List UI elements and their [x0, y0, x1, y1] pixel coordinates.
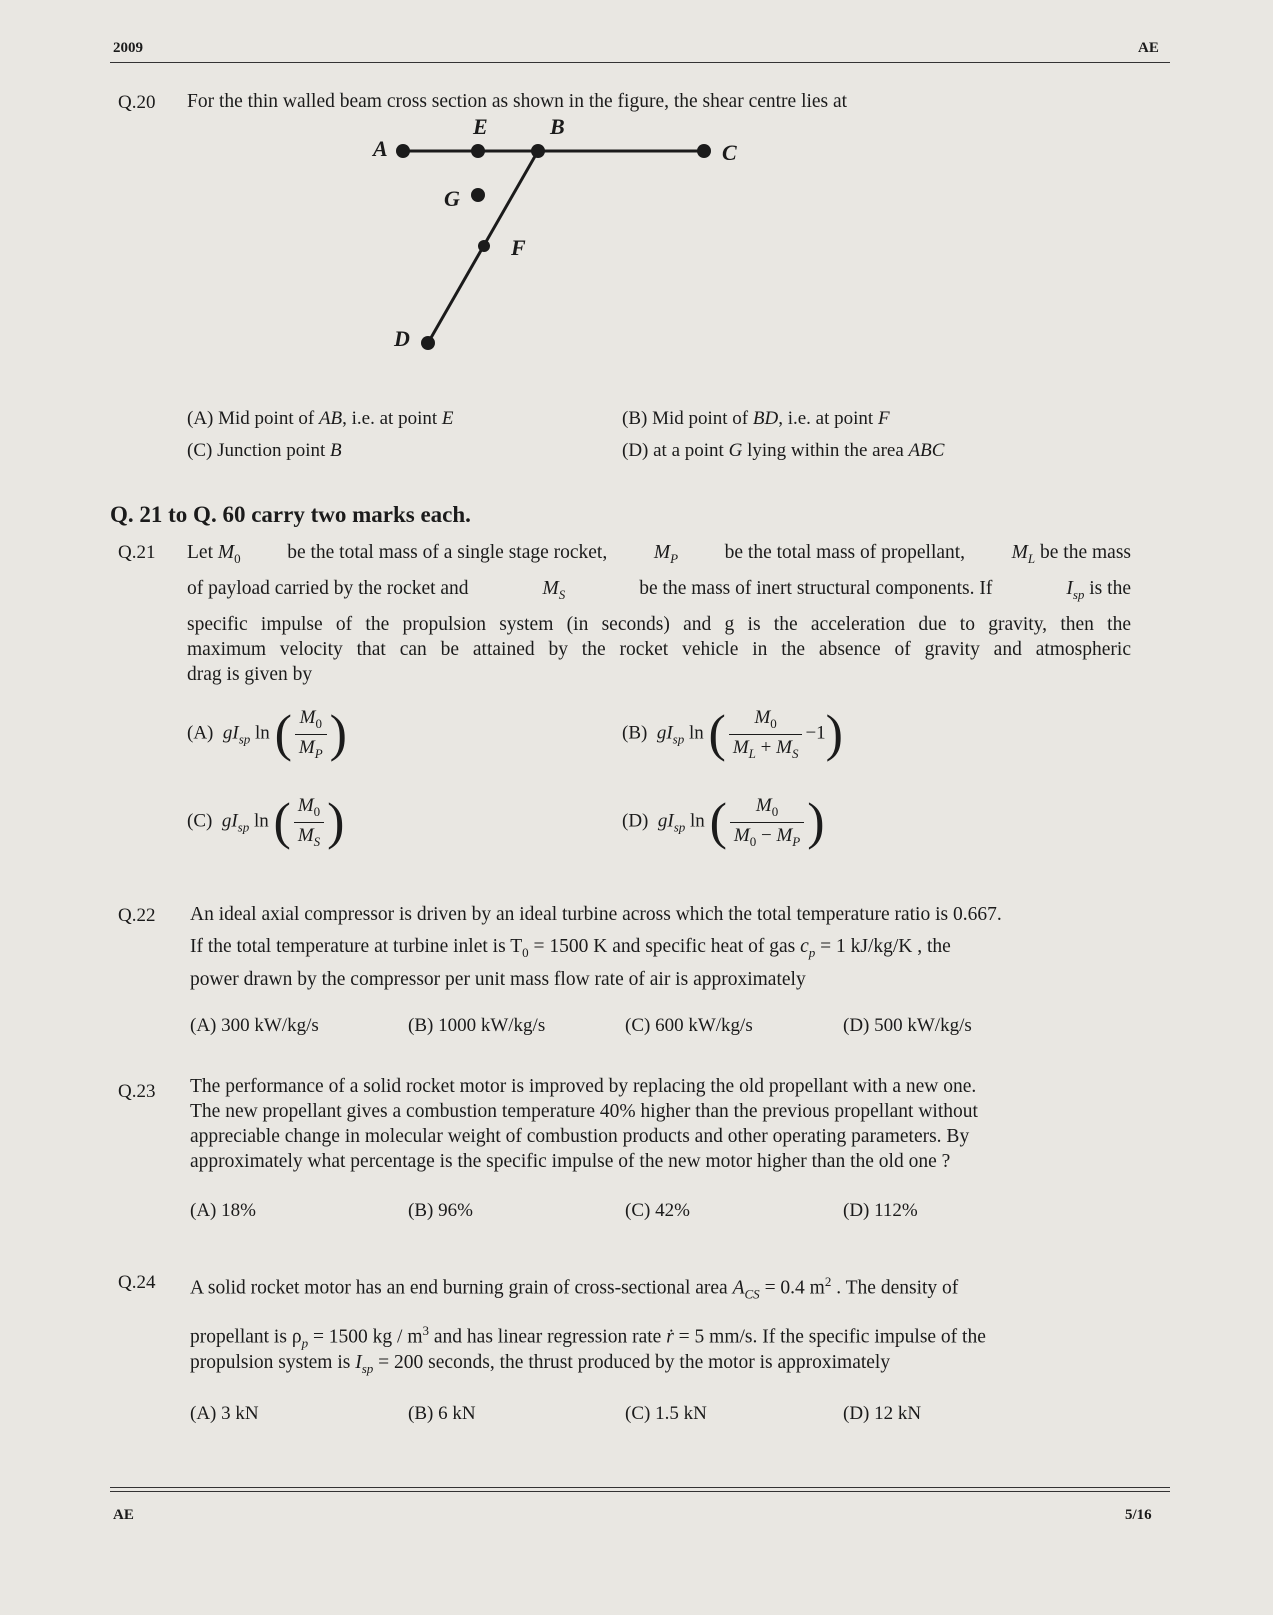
q24-line2: propellant is $\rho_p = 1500$ kg / $m^3$ and has linear regression rate ṙ = 5 mm/s. If the specific impulse of the: [190, 1323, 986, 1351]
point-f: [478, 240, 490, 252]
label-b: B: [550, 114, 565, 139]
q23-line4: approximately what percentage is the specific impulse of the new motor higher than the old one ?: [190, 1151, 951, 1172]
q23-option-d: (D) 112%: [843, 1200, 918, 1221]
q21-line2: of payload carried by the rocket and $M_S$ be the mass of inert structural components. If $I_{sp}$ is the: [187, 578, 1131, 602]
point-a: [396, 144, 410, 158]
q23-option-b: (B) 96%: [408, 1200, 473, 1221]
q21-line4: maximum velocity that can be attained by the rocket vehicle in the absence of gravity and atmospheric: [187, 639, 1131, 660]
footer-rule-top: [110, 1487, 1170, 1488]
point-g: [471, 188, 485, 202]
footer-rule-bottom: [110, 1491, 1170, 1492]
q23-line3: appreciable change in molecular weight of combustion products and other operating parameters. By: [190, 1126, 970, 1147]
q24-option-d: (D) 12 kN: [843, 1403, 922, 1424]
q20-text: For the thin walled beam cross section as shown in the figure, the shear centre lies at: [187, 91, 848, 112]
label-e: E: [473, 114, 488, 139]
page-number: 5/16: [1125, 1507, 1152, 1523]
q24-option-c: (C) 1.5 kN: [625, 1403, 707, 1424]
q23-line2: The new propellant gives a combustion temperature 40% higher than the previous propellant without: [190, 1101, 978, 1122]
q23-line1: The performance of a solid rocket motor is improved by replacing the old propellant with a new one.: [190, 1076, 977, 1097]
q22-line2: If the total temperature at turbine inlet is $T_0 = 1500$ K and specific heat of gas $c_p = 1$ kJ/kg/K , the: [190, 936, 951, 960]
header-code: AE: [1138, 40, 1159, 56]
q22-line3: power drawn by the compressor per unit mass flow rate of air is approximately: [190, 969, 806, 990]
label-g: G: [444, 186, 460, 211]
q24-line3: propulsion system is $I_{sp} = 200$ seconds, the thrust produced by the motor is approximately: [190, 1352, 891, 1376]
q21-option-d: (D) $gI_{sp}$ ln ( $\frac{M_0}{M_0 - M_P}$ ): [622, 793, 825, 851]
q20-option-b: (B) Mid point of BD, i.e. at point F: [622, 408, 890, 429]
q24-option-b: (B) 6 kN: [408, 1403, 476, 1424]
label-d: D: [394, 326, 410, 351]
q20-option-a: (A) Mid point of AB, i.e. at point E: [187, 408, 454, 429]
q24-line1: A solid rocket motor has an end burning grain of cross-sectional area $A_{CS} = 0.4$ $m^2$ . The density of: [190, 1274, 959, 1302]
q23-option-c: (C) 42%: [625, 1200, 690, 1221]
q22-option-d: (D) 500 kW/kg/s: [843, 1015, 972, 1036]
q24-number: Q.24: [118, 1272, 156, 1293]
shear-centre-figure: [360, 110, 760, 360]
q22-number: Q.22: [118, 905, 156, 926]
q22-line1: An ideal axial compressor is driven by an ideal turbine across which the total temperature ratio is 0.667.: [190, 904, 1002, 925]
header-rule: [110, 62, 1170, 63]
q21-option-b: (B) $gI_{sp}$ ln ( $\frac{M_0}{M_L + M_S}$ −1): [622, 705, 843, 763]
point-c: [697, 144, 711, 158]
q24-option-a: (A) 3 kN: [190, 1403, 259, 1424]
q20-option-c: (C) Junction point B: [187, 440, 342, 461]
q22-option-a: (A) 300 kW/kg/s: [190, 1015, 319, 1036]
label-f: F: [511, 235, 526, 260]
q23-option-a: (A) 18%: [190, 1200, 256, 1221]
point-e: [471, 144, 485, 158]
q21-line5: drag is given by: [187, 664, 313, 685]
q23-number: Q.23: [118, 1081, 156, 1102]
point-b: [531, 144, 545, 158]
q21-number: Q.21: [118, 542, 156, 563]
q20-number: Q.20: [118, 92, 156, 113]
q21-option-a: (A) $gI_{sp}$ ln ( $\frac{M_0}{M_P}$ ): [187, 705, 347, 763]
q22-option-b: (B) 1000 kW/kg/s: [408, 1015, 546, 1036]
q21-option-c: (C) $gI_{sp}$ ln ( $\frac{M_0}{M_S}$ ): [187, 793, 345, 851]
section-heading: Q. 21 to Q. 60 carry two marks each.: [110, 502, 471, 527]
label-a: A: [373, 136, 388, 161]
point-d: [421, 336, 435, 350]
footer-code: AE: [113, 1507, 134, 1523]
q21-line1: Let $M_0$ be the total mass of a single stage rocket, $M_P$ be the total mass of propellant, $M_L$ be the mass: [187, 542, 1131, 566]
q21-line3: specific impulse of the propulsion system (in seconds) and g is the acceleration due to gravity, then the: [187, 614, 1131, 635]
header-year: 2009: [113, 40, 143, 56]
q23-text: [190, 1074, 978, 1174]
q20-option-d: (D) at a point G lying within the area ABC: [622, 440, 945, 461]
q22-option-c: (C) 600 kW/kg/s: [625, 1015, 753, 1036]
label-c: C: [722, 140, 737, 165]
